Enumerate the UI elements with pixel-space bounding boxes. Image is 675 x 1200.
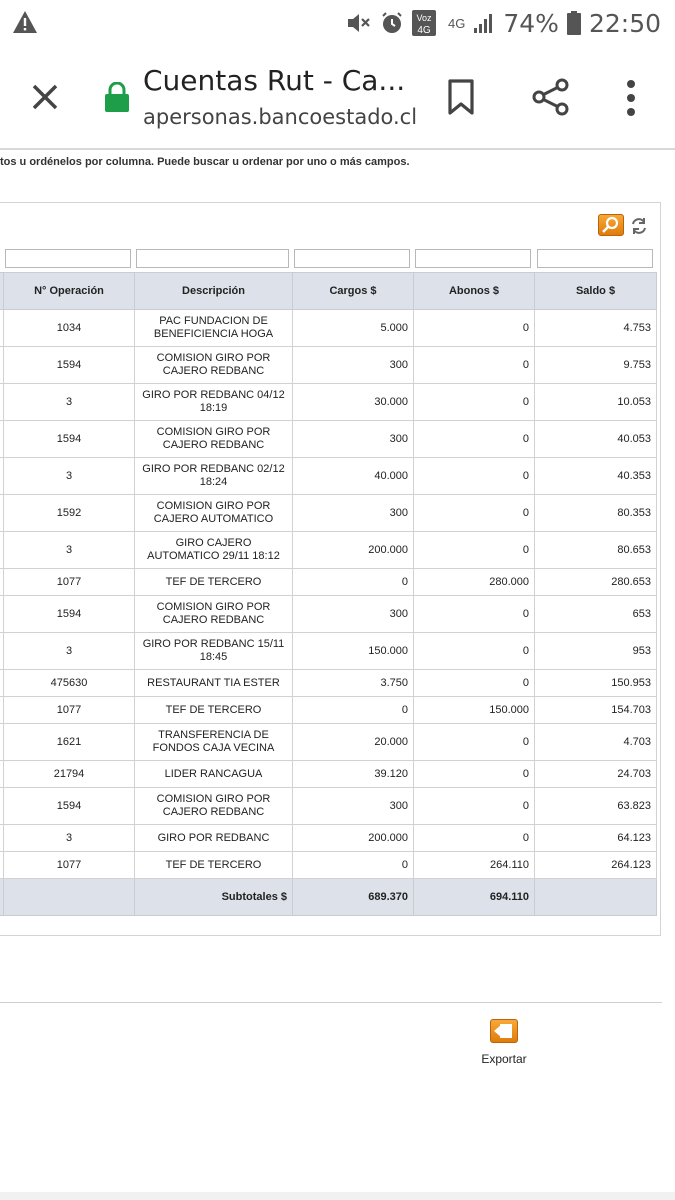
table-row[interactable] — [0, 384, 657, 421]
cell-descripcion: COMISION GIRO POR CAJERO REDBANC — [135, 596, 293, 633]
column-header-descripcion[interactable]: Descripción — [135, 273, 293, 310]
cell-cargos: 300 — [293, 788, 414, 825]
cell-cargos: 20.000 — [293, 724, 414, 761]
clock: 22:50 — [588, 8, 661, 38]
instruction-text: tos u ordénelos por columna. Puede buscar u ordenar por uno o más campos. — [0, 156, 410, 168]
cell-descripcion: GIRO CAJERO AUTOMATICO 29/11 18:12 — [135, 532, 293, 569]
refresh-icon[interactable] — [629, 216, 649, 236]
cell-operacion: 1594 — [4, 421, 135, 458]
export-label[interactable]: Exportar — [481, 1052, 527, 1066]
cell-descripcion: COMISION GIRO POR CAJERO AUTOMATICO — [135, 495, 293, 532]
table-row[interactable] — [0, 633, 657, 670]
transactions-table — [0, 272, 657, 916]
signal-icon — [473, 12, 495, 34]
table-row[interactable] — [0, 788, 657, 825]
cell-operacion: 21794 — [4, 761, 135, 788]
cell-cargos: 30.000 — [293, 384, 414, 421]
cell-operacion: 1594 — [4, 788, 135, 825]
subtotal-abonos: 694.110 — [414, 879, 535, 916]
cell-descripcion: RESTAURANT TIA ESTER — [135, 670, 293, 697]
url-text: apersonas.bancoestado.cl — [143, 105, 418, 129]
cell-saldo: 63.823 — [535, 788, 657, 825]
cell-abonos: 0 — [414, 788, 535, 825]
table-row[interactable] — [0, 495, 657, 532]
close-icon[interactable] — [26, 78, 64, 116]
cell-saldo: 80.653 — [535, 532, 657, 569]
cell-descripcion: GIRO POR REDBANC 04/12 18:19 — [135, 384, 293, 421]
filter-descripcion[interactable] — [136, 249, 289, 268]
cell-abonos: 0 — [414, 670, 535, 697]
bookmark-icon[interactable] — [446, 78, 476, 116]
cell-descripcion: TEF DE TERCERO — [135, 697, 293, 724]
table-row[interactable] — [0, 852, 657, 879]
cell-descripcion: COMISION GIRO POR CAJERO REDBANC — [135, 421, 293, 458]
cell-abonos: 0 — [414, 310, 535, 347]
cell-operacion: 1594 — [4, 347, 135, 384]
bottom-edge — [0, 1192, 675, 1200]
network-type: 4G — [448, 15, 466, 31]
cell-operacion: 1077 — [4, 569, 135, 596]
cell-descripcion: COMISION GIRO POR CAJERO REDBANC — [135, 788, 293, 825]
filter-abonos[interactable] — [415, 249, 531, 268]
cell-operacion: 3 — [4, 825, 135, 852]
cell-abonos: 0 — [414, 495, 535, 532]
table-row[interactable] — [0, 569, 657, 596]
table-row[interactable] — [0, 421, 657, 458]
table-row[interactable] — [0, 347, 657, 384]
cell-descripcion: TRANSFERENCIA DE FONDOS CAJA VECINA — [135, 724, 293, 761]
cell-saldo: 10.053 — [535, 384, 657, 421]
cell-saldo: 653 — [535, 596, 657, 633]
cell-cargos: 300 — [293, 495, 414, 532]
cell-abonos: 0 — [414, 633, 535, 670]
cell-cargos: 40.000 — [293, 458, 414, 495]
more-vert-icon[interactable] — [620, 78, 642, 118]
table-row[interactable] — [0, 761, 657, 788]
svg-text:Voz: Voz — [416, 13, 432, 23]
cell-cargos: 150.000 — [293, 633, 414, 670]
warning-icon — [12, 10, 38, 34]
cell-saldo: 80.353 — [535, 495, 657, 532]
battery-percent: 74% — [503, 8, 559, 38]
status-bar — [0, 0, 675, 46]
cell-cargos: 0 — [293, 569, 414, 596]
cell-saldo: 24.703 — [535, 761, 657, 788]
column-header-abonos[interactable]: Abonos $ — [414, 273, 535, 310]
subtotal-empty-cell — [4, 879, 135, 916]
cell-operacion: 475630 — [4, 670, 135, 697]
cell-operacion: 1034 — [4, 310, 135, 347]
table-row[interactable] — [0, 825, 657, 852]
search-icon — [599, 215, 623, 235]
cell-descripcion: TEF DE TERCERO — [135, 569, 293, 596]
table-row[interactable] — [0, 458, 657, 495]
filter-row — [0, 249, 660, 269]
status-icons — [346, 8, 661, 38]
filter-saldo[interactable] — [537, 249, 653, 268]
alarm-icon — [380, 11, 404, 35]
cell-abonos: 280.000 — [414, 569, 535, 596]
cell-operacion: 3 — [4, 458, 135, 495]
address-bar[interactable] — [143, 64, 418, 129]
cell-descripcion: GIRO POR REDBANC 02/12 18:24 — [135, 458, 293, 495]
table-row[interactable] — [0, 724, 657, 761]
subtotal-row — [0, 879, 657, 916]
cell-saldo: 64.123 — [535, 825, 657, 852]
cell-descripcion: GIRO POR REDBANC 15/11 18:45 — [135, 633, 293, 670]
cell-operacion: 1077 — [4, 852, 135, 879]
export-icon — [491, 1020, 517, 1042]
cell-abonos: 0 — [414, 761, 535, 788]
cell-cargos: 0 — [293, 852, 414, 879]
cell-operacion: 1592 — [4, 495, 135, 532]
cell-saldo: 40.053 — [535, 421, 657, 458]
column-header-operacion[interactable]: N° Operación — [4, 273, 135, 310]
cell-saldo: 4.753 — [535, 310, 657, 347]
mute-icon — [346, 11, 372, 35]
search-button[interactable] — [598, 214, 624, 236]
cell-abonos: 0 — [414, 384, 535, 421]
cell-operacion: 3 — [4, 532, 135, 569]
export-button[interactable] — [490, 1019, 518, 1043]
share-icon[interactable] — [532, 78, 570, 116]
cell-saldo: 953 — [535, 633, 657, 670]
table-row[interactable] — [0, 697, 657, 724]
browser-toolbar — [0, 46, 675, 150]
cell-descripcion: TEF DE TERCERO — [135, 852, 293, 879]
cell-cargos: 39.120 — [293, 761, 414, 788]
table-row[interactable] — [0, 670, 657, 697]
cell-cargos: 300 — [293, 421, 414, 458]
column-header-saldo[interactable]: Saldo $ — [535, 273, 657, 310]
filter-operacion[interactable] — [5, 249, 131, 268]
cell-saldo: 154.703 — [535, 697, 657, 724]
cell-saldo: 9.753 — [535, 347, 657, 384]
cell-cargos: 3.750 — [293, 670, 414, 697]
cell-abonos: 150.000 — [414, 697, 535, 724]
cell-cargos: 300 — [293, 596, 414, 633]
table-row[interactable] — [0, 596, 657, 633]
cell-cargos: 5.000 — [293, 310, 414, 347]
cell-abonos: 0 — [414, 532, 535, 569]
cell-cargos: 0 — [293, 697, 414, 724]
cell-abonos: 0 — [414, 458, 535, 495]
cell-descripcion: GIRO POR REDBANC — [135, 825, 293, 852]
subtotal-label: Subtotales $ — [135, 879, 293, 916]
cell-cargos: 200.000 — [293, 825, 414, 852]
volte-icon — [412, 10, 436, 36]
cell-abonos: 0 — [414, 825, 535, 852]
cell-abonos: 0 — [414, 421, 535, 458]
battery-icon — [567, 11, 581, 35]
column-header-cargos[interactable]: Cargos $ — [293, 273, 414, 310]
table-row[interactable] — [0, 310, 657, 347]
subtotal-cargos: 689.370 — [293, 879, 414, 916]
cell-saldo: 280.653 — [535, 569, 657, 596]
cell-saldo: 40.353 — [535, 458, 657, 495]
svg-text:4G: 4G — [417, 25, 431, 36]
cell-abonos: 0 — [414, 724, 535, 761]
cell-saldo: 4.703 — [535, 724, 657, 761]
cell-descripcion: COMISION GIRO POR CAJERO REDBANC — [135, 347, 293, 384]
cell-abonos: 0 — [414, 347, 535, 384]
cell-operacion: 1621 — [4, 724, 135, 761]
cell-abonos: 0 — [414, 596, 535, 633]
cell-operacion: 1594 — [4, 596, 135, 633]
cell-cargos: 300 — [293, 347, 414, 384]
cell-cargos: 200.000 — [293, 532, 414, 569]
cell-operacion: 3 — [4, 633, 135, 670]
cell-descripcion: LIDER RANCAGUA — [135, 761, 293, 788]
table-row[interactable] — [0, 532, 657, 569]
cell-abonos: 264.110 — [414, 852, 535, 879]
cell-saldo: 150.953 — [535, 670, 657, 697]
filter-cargos[interactable] — [294, 249, 410, 268]
section-divider — [0, 1002, 662, 1003]
lock-icon — [104, 82, 130, 112]
cell-operacion: 3 — [4, 384, 135, 421]
cell-saldo: 264.123 — [535, 852, 657, 879]
table-header-row — [0, 273, 657, 310]
cell-operacion: 1077 — [4, 697, 135, 724]
cell-descripcion: PAC FUNDACION DE BENEFICIENCIA HOGA — [135, 310, 293, 347]
subtotal-saldo — [535, 879, 657, 916]
page-title: Cuentas Rut - Ca... — [143, 64, 406, 97]
